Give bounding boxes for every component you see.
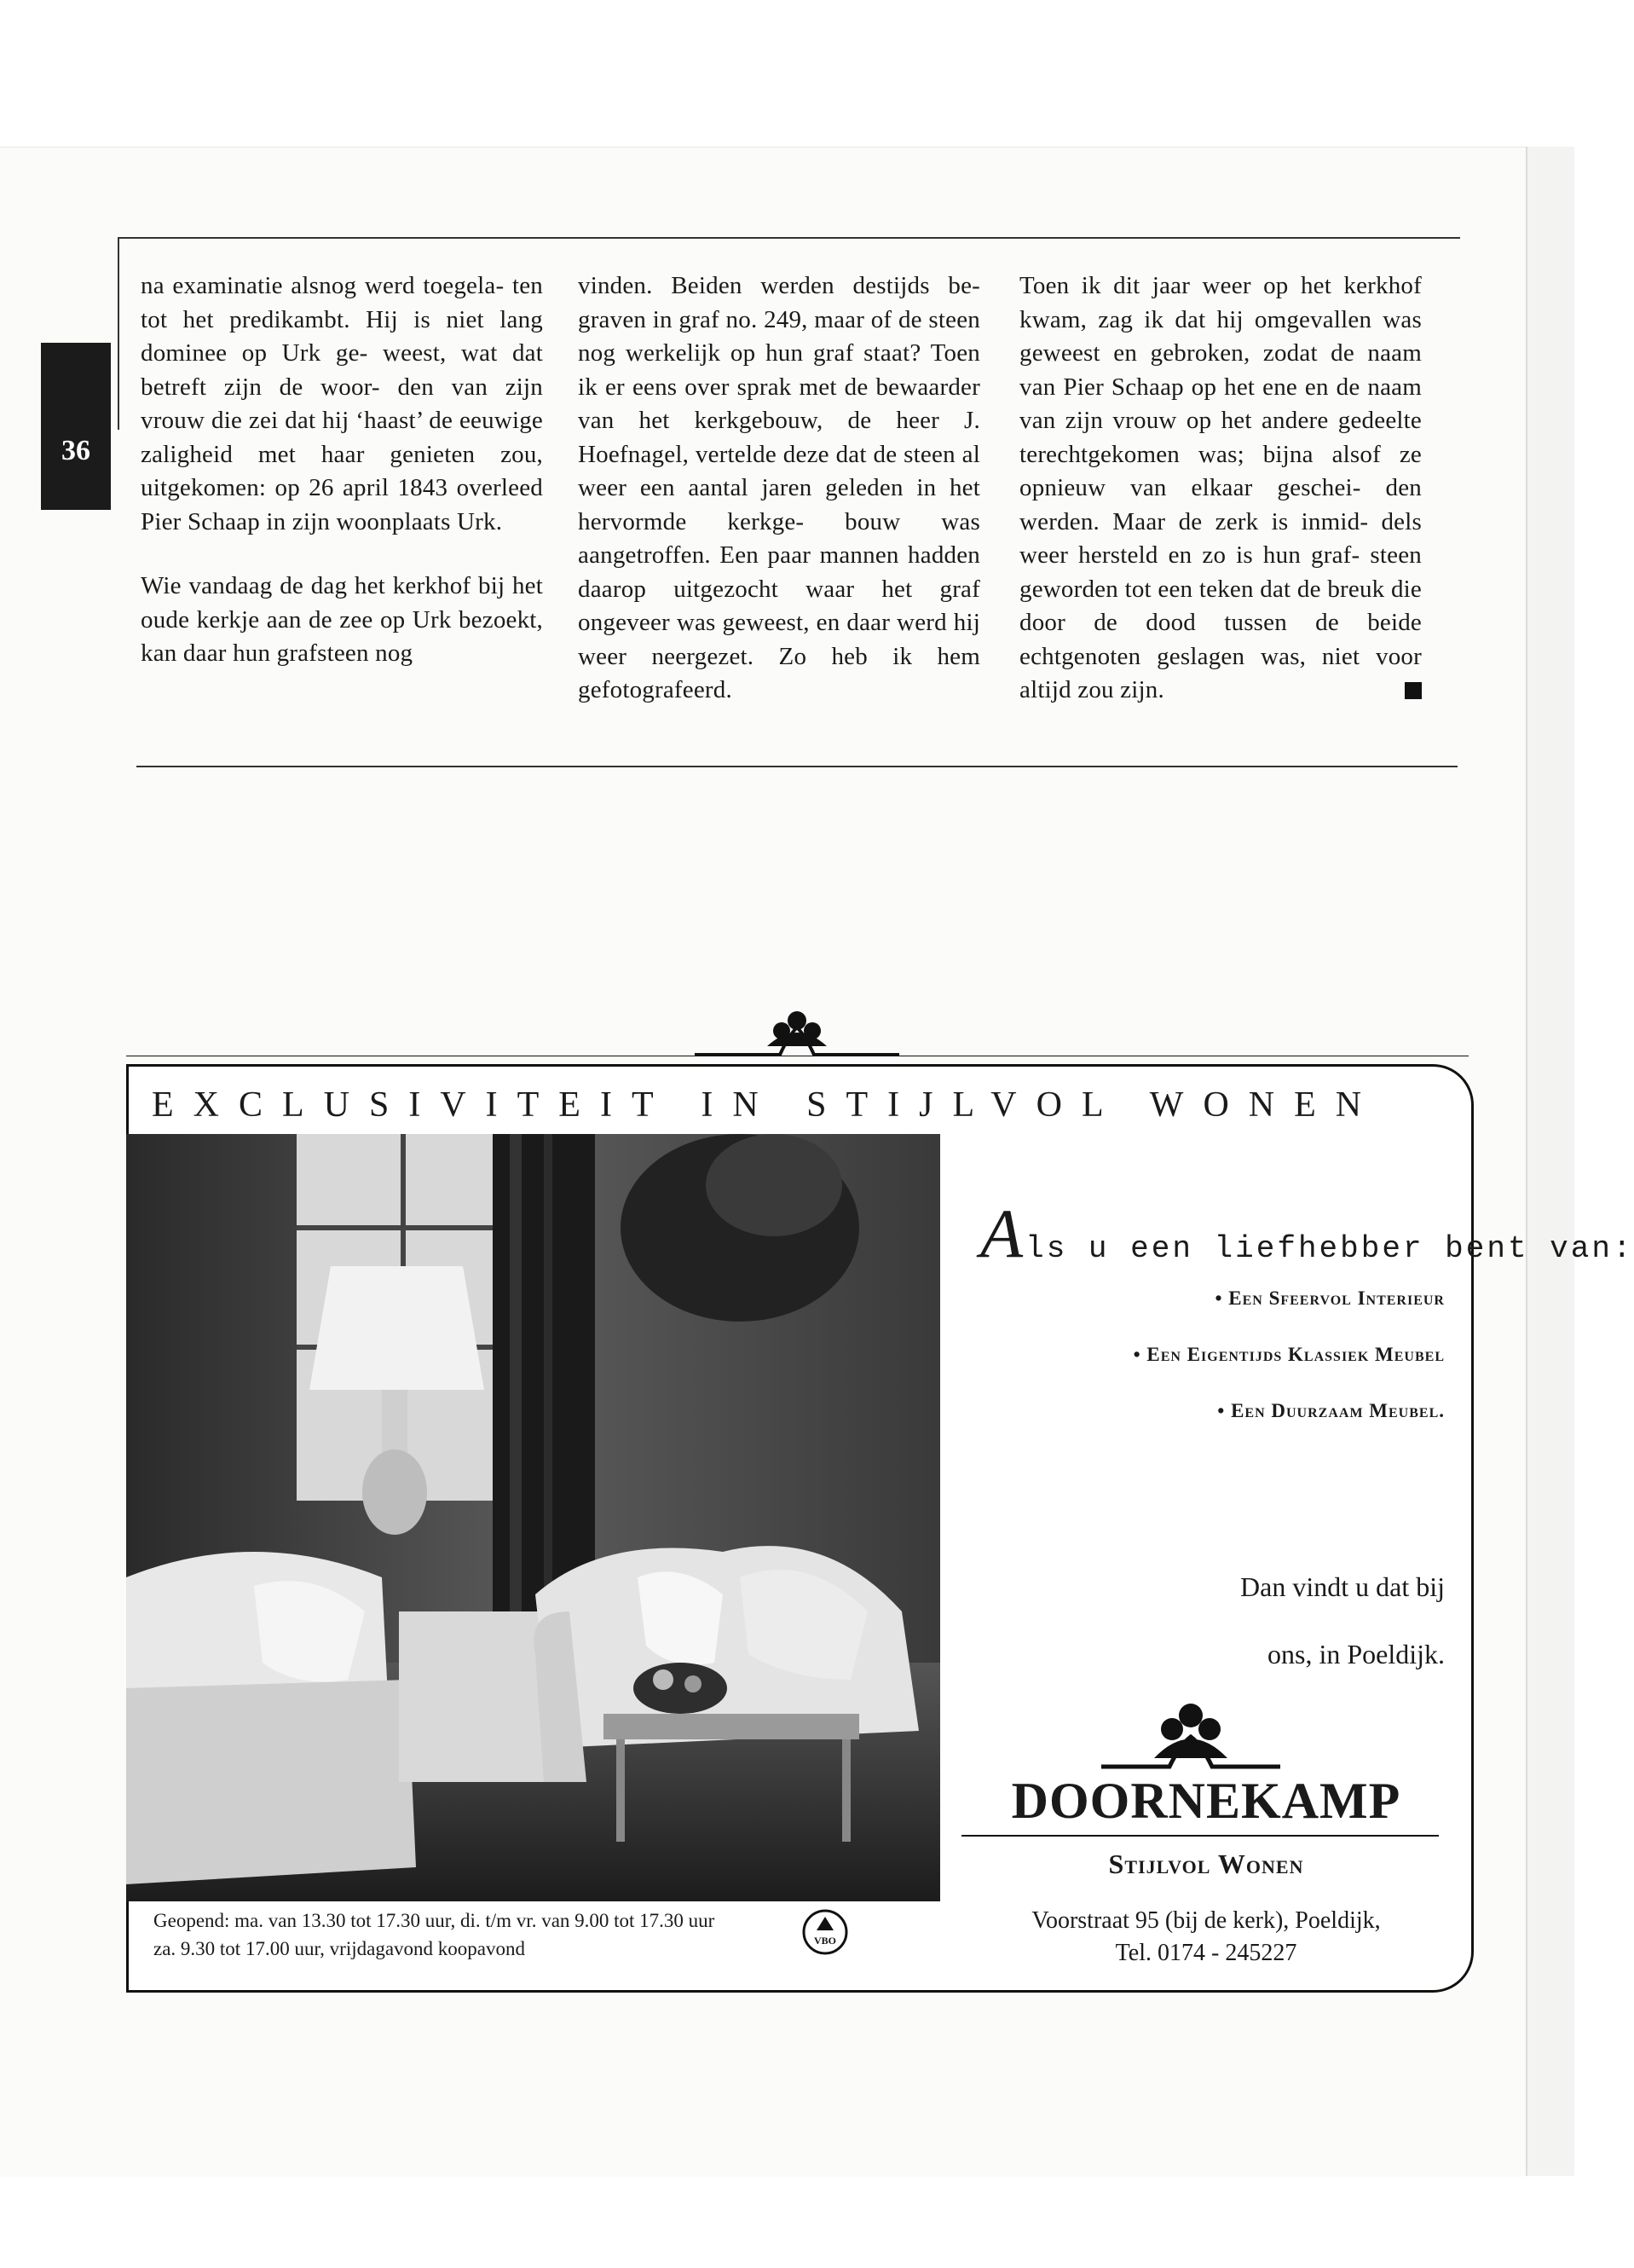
ad-intro-initial: A [980,1195,1026,1272]
opening-hours-line: Geopend: ma. van 13.30 tot 17.30 uur, di. t/m vr. van 9.00 tot 17.30 uur [153,1910,715,1931]
end-of-article-icon [1405,682,1422,699]
opening-hours [153,1906,801,1963]
crown-ornament-icon [686,1002,908,1070]
section-divider [136,766,1458,767]
paragraph: na examinatie alsnog werd toegela- ten tot het predikambt. Hij is niet lang dominee op Urk ge- weest, wat dat betreft zijn de woor- den van zijn vrouw die zei dat hij ‘haast’ de eeuwige zaligheid met haar genieten zou, uitgekomen: op 26 april 1843 overleed Pier Schaap in zijn woonplaats Urk. [141,272,543,535]
page-number: 36 [61,435,90,466]
article-column-3 [1019,269,1422,738]
vbo-logo-icon [801,1908,849,1956]
list-item: • Een Sfeervol Interieur [1215,1287,1445,1309]
store-address [955,1905,1458,1970]
article-column-1 [141,269,543,702]
ad-heading: EXCLUSIVITEIT IN STIJLVOL WONEN [152,1085,1382,1125]
ad-intro [980,1194,1634,1274]
paragraph: vinden. Beiden werden destijds be- graven in graf no. 249, maar of de steen nog werkelijk op hun graf staat? Toen ik er eens over sprak met de bewaarder van het kerkgebouw, de heer J. Hoefnagel, vertelde deze dat de steen al weer een aantal jaren geleden in het hervormde kerkge- bouw was aangetroffen. Een paar mannen hadden daarop uitgezocht waar het graf ongeveer was geweest, en daar werd hij weer neergezet. Zo heb ik hem gefotografeerd. [578,272,980,703]
ad-feature-list [980,1287,1445,1456]
paragraph [1019,269,1422,708]
living-room-photo [126,1134,940,1901]
ad-intro-text: ls u een liefhebber bent van: [1025,1231,1634,1266]
ad-tagline-line: ons, in Poeldijk. [1267,1639,1445,1669]
vbo-label: VBO [813,1935,837,1947]
brand-subtitle: Stijlvol Wonen [1108,1849,1304,1879]
list-item: • Een Duurzaam Meubel. [1217,1400,1445,1421]
paragraph: Wie vandaag de dag het kerkhof bij het oude kerkje aan de zee op Urk bezoekt, kan daar hun grafsteen nog [141,572,543,667]
paragraph-text: Toen ik dit jaar weer op het kerkhof kwam, zag ik dat hij omgevallen was geweest en gebroken, zodat de naam van Pier Schaap op het ene en de naam van zijn vrouw op het andere gedeelte terechtgekomen was; bijna alsof ze opnieuw van elkaar geschei- den werden. Maar de zerk is inmid- dels weer hersteld en zo is hun graf- steen geworden tot een teken dat de breuk die door de dood tussen de beide echtgenoten geslagen was, niet voor altijd zou zijn. [1019,272,1422,703]
left-rule [118,237,119,430]
opening-hours-line: za. 9.30 tot 17.00 uur, vrijdagavond koopavond [153,1938,526,1959]
facing-page-edge [1526,147,1574,2176]
brand-name: DOORNEKAMP [1011,1773,1401,1829]
article-column-2 [578,269,980,738]
top-rule [118,237,1460,239]
address-line: Voorstraat 95 (bij de kerk), Poeldijk, [1031,1907,1381,1934]
doornekamp-crown-icon [1084,1698,1297,1775]
ad-tagline-line: Dan vindt u dat bij [1240,1571,1445,1602]
list-item: • Een Eigentijds Klassiek Meubel [1133,1344,1445,1365]
page-number-tab [41,343,111,510]
ad-tagline [1151,1553,1445,1688]
brand-underline [961,1835,1439,1837]
phone-line: Tel. 0174 - 245227 [1115,1940,1297,1966]
